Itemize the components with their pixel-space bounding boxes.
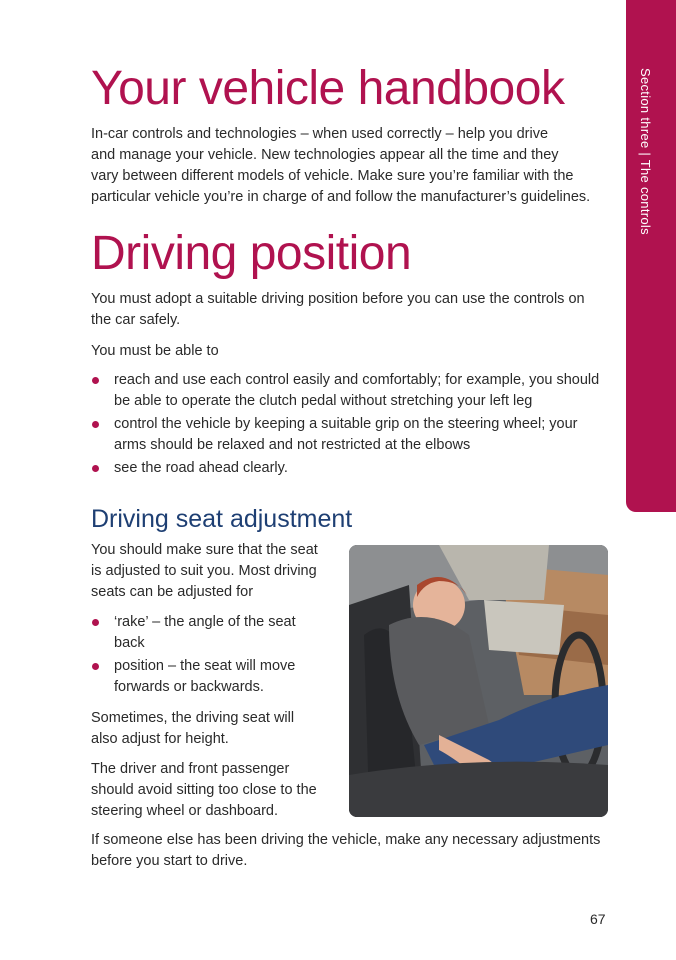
text-line: also adjust for height. <box>91 731 229 747</box>
position-bullet-list <box>91 370 621 481</box>
text-line: The driver and front passenger <box>91 761 290 777</box>
bullet-dot <box>92 421 99 428</box>
bullet-dot <box>92 465 99 472</box>
bullet-dot <box>92 377 99 384</box>
final-paragraph <box>91 830 600 872</box>
text-line: should avoid sitting too close to the <box>91 782 317 798</box>
text-line: position – the seat will move <box>114 658 296 674</box>
bullet-dot <box>92 619 99 626</box>
text-line: vary between different models of vehicle. Make sure you’re familiar with the <box>91 168 574 184</box>
text-line: You must adopt a suitable driving position before you can use the controls on <box>91 291 585 307</box>
bullet-dot <box>92 663 99 670</box>
driving-position-intro <box>91 289 585 331</box>
text-line: forwards or backwards. <box>114 679 264 695</box>
handbook-paragraph <box>91 124 590 208</box>
bullet-item <box>91 656 331 698</box>
text-line: reach and use each control easily and comfortably; for example, you should <box>114 372 600 388</box>
driving-position-title: Driving position <box>91 227 412 280</box>
text-line: is adjusted to suit you. Most driving <box>91 563 317 579</box>
driver-seat-photo <box>349 545 608 817</box>
section-tab-label: Section three | The controls <box>638 68 653 235</box>
bullet-item <box>91 370 621 412</box>
text-line: the car safely. <box>91 312 181 328</box>
text-line: control the vehicle by keeping a suitable grip on the steering wheel; your <box>114 416 578 432</box>
text-line: In-car controls and technologies – when used correctly – help you drive <box>91 126 549 142</box>
seat-intro <box>91 540 318 603</box>
text-line: and manage your vehicle. New technologies appear all the time and they <box>91 147 559 163</box>
text-line: arms should be relaxed and not restricted at the elbows <box>114 437 471 453</box>
seat-adjustment-heading: Driving seat adjustment <box>91 505 353 533</box>
seat-height-text <box>91 708 294 750</box>
seat-bullet-list <box>91 612 331 700</box>
must-be-able-to: You must be able to <box>91 343 219 359</box>
text-line: seats can be adjusted for <box>91 584 254 600</box>
text-line: back <box>114 635 145 651</box>
bullet-item <box>91 414 621 456</box>
bullet-item <box>91 612 331 654</box>
seat-avoid-text <box>91 759 317 822</box>
text-line: before you start to drive. <box>91 853 248 869</box>
text-line: be able to operate the clutch pedal without stretching your left leg <box>114 393 533 409</box>
text-line: particular vehicle you’re in charge of and follow the manufacturer’s guidelines. <box>91 189 591 205</box>
text-line: If someone else has been driving the vehicle, make any necessary adjustments <box>91 832 601 848</box>
text-line: You should make sure that the seat <box>91 542 318 558</box>
text-line: Sometimes, the driving seat will <box>91 710 295 726</box>
text-line: steering wheel or dashboard. <box>91 803 279 819</box>
page-number: 67 <box>590 911 606 927</box>
bullet-item <box>91 458 621 479</box>
text-line: ‘rake’ – the angle of the seat <box>114 614 296 630</box>
text-line: see the road ahead clearly. <box>114 460 288 476</box>
handbook-title: Your vehicle handbook <box>91 62 565 115</box>
